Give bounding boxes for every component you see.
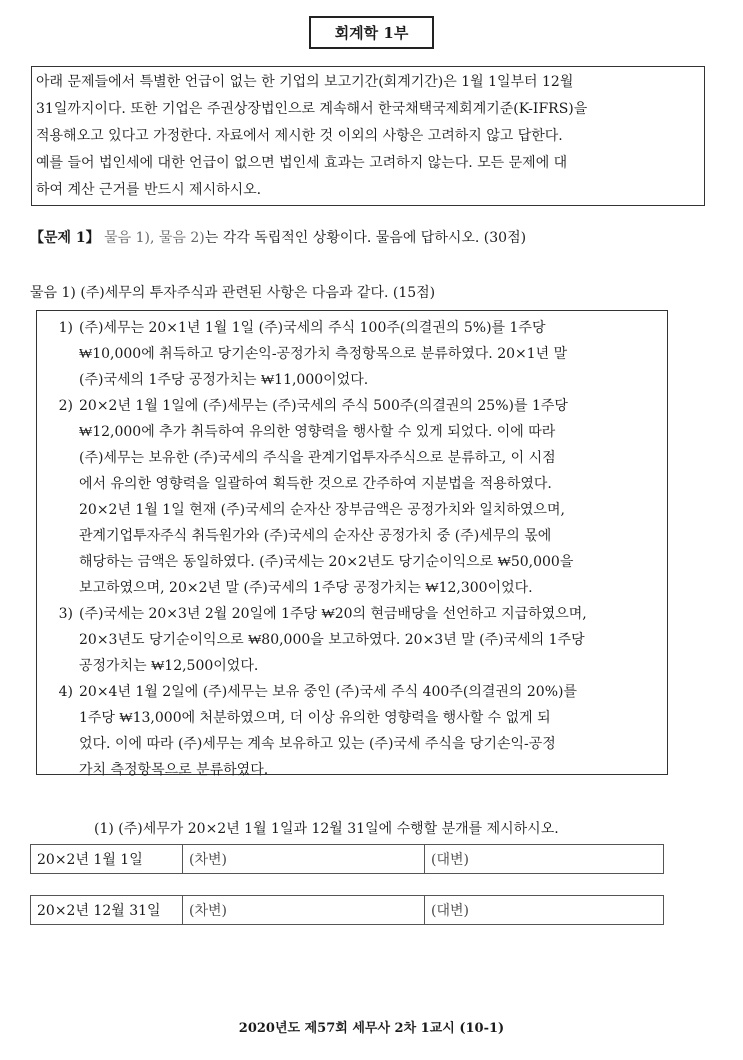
list-item	[37, 393, 667, 601]
credit-field[interactable]: (대변)	[431, 903, 469, 919]
item-number: 1)	[58, 320, 73, 336]
instructions-box	[31, 66, 705, 206]
item-line: 관계기업투자주식 취득원가와 (주)국세의 순자산 공정가치 중 (주)세무의 몫에	[79, 528, 552, 544]
notice-line: 하여 계산 근거를 반드시 제시하시오.	[36, 182, 262, 198]
notice-line: 예를 들어 법인세에 대한 언급이 없으면 법인세 효과는 고려하지 않는다. 모든 문제에 대	[36, 155, 568, 171]
problem-text: 는 각각 독립적인 상황이다. 물음에 답하시오. (30점)	[204, 230, 527, 246]
list-item	[37, 679, 667, 783]
item-line: (주)국세는 20×3년 2월 20일에 1주당 ₩20의 현금배당을 선언하고 지급하였으며,	[79, 606, 587, 622]
problem-label: 【문제 1】	[30, 230, 100, 246]
page-title-text: 회계학 1부	[334, 24, 409, 42]
item-line: 었다. 이에 따라 (주)세무는 계속 보유하고 있는 (주)국세 주식을 당기손익-공정	[79, 736, 556, 752]
item-line: 가치 측정항목으로 분류하였다.	[79, 762, 269, 778]
item-line: (주)세무는 20×1년 1월 1일 (주)국세의 주식 100주(의결권의 5%)를 1주당	[79, 320, 546, 336]
item-number: 2)	[58, 398, 73, 414]
problem-sub-refs: 물음 1), 물음 2)	[104, 230, 205, 246]
journal-entry-row	[30, 895, 664, 925]
list-item	[37, 315, 667, 393]
item-line: (주)세무는 보유한 (주)국세의 주식을 관계기업투자주식으로 분류하고, 이 시점	[79, 450, 556, 466]
item-line: 공정가치는 ₩12,500이었다.	[79, 658, 259, 674]
item-line: 1주당 ₩13,000에 처분하였으며, 더 이상 유의한 영향력을 행사할 수 없게 되	[79, 710, 551, 726]
entry-date: 20×2년 1월 1일	[31, 845, 183, 873]
notice-line: 아래 문제들에서 특별한 언급이 없는 한 기업의 보고기간(회계기간)은 1월 1일부터 12월	[36, 74, 574, 90]
item-line: 해당하는 금액은 동일하였다. (주)국세는 20×2년도 당기순이익으로 ₩50,000을	[79, 554, 574, 570]
item-line: 20×2년 1월 1일 현재 (주)국세의 순자산 장부금액은 공정가치와 일치하였으며,	[79, 502, 565, 518]
item-line: 에서 유의한 영향력을 일괄하여 획득한 것으로 간주하여 지분법을 적용하였다.	[79, 476, 552, 492]
page-title	[309, 16, 434, 49]
debit-field[interactable]: (차변)	[183, 896, 425, 924]
item-line: ₩12,000에 추가 취득하여 유의한 영향력을 행사할 수 있게 되었다. 이에 따라	[79, 424, 556, 440]
item-line: 20×4년 1월 2일에 (주)세무는 보유 중인 (주)국세 주식 400주(의결권의 20%)를	[79, 684, 577, 700]
list-item	[37, 601, 667, 679]
problem-heading	[30, 227, 526, 247]
question-heading: 물음 1) (주)세무의 투자주식과 관련된 사항은 다음과 같다. (15점)	[30, 285, 436, 301]
item-line: ₩10,000에 취득하고 당기손익-공정가치 측정항목으로 분류하였다. 20×1년 말	[79, 346, 568, 362]
notice-line: 31일까지이다. 또한 기업은 주권상장법인으로 계속해서 한국채택국제회계기준(K-IFRS)을	[36, 101, 588, 117]
item-number: 4)	[58, 684, 73, 700]
item-line: 20×3년도 당기순이익으로 ₩80,000을 보고하였다. 20×3년 말 (주)국세의 1주당	[79, 632, 585, 648]
facts-box	[36, 310, 668, 778]
page-footer: 2020년도 제57회 세무사 2차 1교시 (10-1)	[238, 1021, 505, 1036]
debit-field[interactable]: (차변)	[183, 845, 425, 873]
credit-field[interactable]: (대변)	[431, 852, 469, 868]
item-number: 3)	[58, 606, 73, 622]
item-line: 보고하였으며, 20×2년 말 (주)국세의 1주당 공정가치는 ₩12,300이었다.	[79, 580, 533, 596]
requirement-text: (1) (주)세무가 20×2년 1월 1일과 12월 31일에 수행할 분개를 제시하시오.	[94, 821, 559, 837]
entry-date: 20×2년 12월 31일	[31, 896, 183, 924]
item-line: (주)국세의 1주당 공정가치는 ₩11,000이었다.	[79, 372, 369, 388]
item-line: 20×2년 1월 1일에 (주)세무는 (주)국세의 주식 500주(의결권의 25%)를 1주당	[79, 398, 568, 414]
notice-line: 적용해오고 있다고 가정한다. 자료에서 제시한 것 이외의 사항은 고려하지 않고 답한다.	[36, 128, 563, 144]
journal-entry-row	[30, 844, 664, 874]
